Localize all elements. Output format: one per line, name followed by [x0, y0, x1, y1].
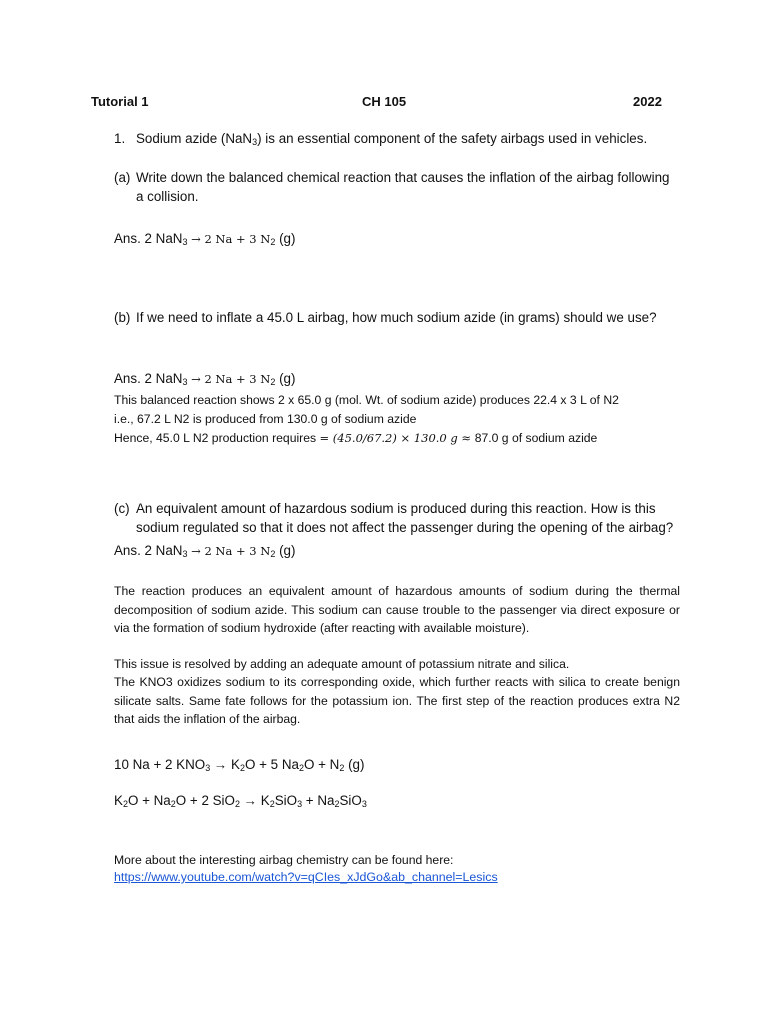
- answer-c: Ans. 2 NaN$_3$ → 2 Na + 3 $N_2$ (g): [114, 543, 296, 559]
- answer-c-paragraph2: The KNO3 oxidizes sodium to its corresponding oxide, which further reacts with silica to create benign silicate salts. Same fate follows for the potassium ion. The first step of the reaction produces extra N2 that aids the inflation of the airbag.: [114, 675, 680, 726]
- header-left: Tutorial 1: [91, 94, 149, 109]
- part-a-label: (a): [114, 170, 131, 185]
- part-a-line1: Write down the balanced chemical reaction that causes the inflation of the airbag following: [136, 170, 670, 185]
- answer-b: Ans. 2 NaN$_3$ → 2 Na + 3 $N_2$ (g): [114, 371, 296, 387]
- answer-c-paragraph2-line1: This issue is resolved by adding an adequate amount of potassium nitrate and silica.: [114, 657, 570, 671]
- answer-b-line1: This balanced reaction shows 2 x 65.0 g (mol. Wt. of sodium azide) produces 22.4 x 3 L of N2: [114, 393, 619, 407]
- youtube-link[interactable]: https://www.youtube.com/watch?v=qCIes_xJdGo&ab_channel=Lesics: [114, 870, 498, 884]
- part-c-line1: An equivalent amount of hazardous sodium is produced during this reaction. How is this: [136, 501, 656, 516]
- answer-c-paragraph1: The reaction produces an equivalent amount of hazardous amounts of sodium during the thermal decomposition of sodium azide. This sodium can cause trouble to the passenger via direct exposure or via the formation of sodium hydroxide (after reacting with available moisture).: [114, 584, 680, 635]
- more-info-text: More about the interesting airbag chemistry can be found here:: [114, 853, 454, 867]
- equation-1: 10 Na + 2 $KNO_3 \to K_2O + 5$ $Na_2O + N_2$ (g): [114, 757, 365, 773]
- part-a-line2: a collision.: [136, 189, 199, 204]
- question-number: 1.: [114, 131, 126, 146]
- answer-b-line3: Hence, 45.0 L N2 production requires = (45.0/67.2) × 130.0 g ≈ 87.0 g of sodium azide: [114, 431, 598, 445]
- header-center: CH 105: [362, 94, 407, 109]
- answer-a: Ans. 2 NaN$_3$ → 2 Na + 3 $N_2$ (g): [114, 231, 296, 247]
- part-b-label: (b): [114, 310, 131, 325]
- part-b-text: If we need to inflate a 45.0 L airbag, how much sodium azide (in grams) should we use?: [136, 310, 657, 325]
- answer-b-line2: i.e., 67.2 L N2 is produced from 130.0 g of sodium azide: [114, 412, 417, 426]
- equation-2: $K_2O + Na_2O + 2$ $SiO_2 \to K_2SiO_3 + Na_2SiO_3$: [114, 793, 367, 809]
- part-c-label: (c): [114, 501, 130, 516]
- question-text: Sodium azide (NaN$_3$) is an essential component of the safety airbags used in vehicles.: [136, 131, 648, 147]
- header-right: 2022: [633, 94, 662, 109]
- part-c-line2: sodium regulated so that it does not affect the passenger during the opening of the airbag?: [136, 520, 674, 535]
